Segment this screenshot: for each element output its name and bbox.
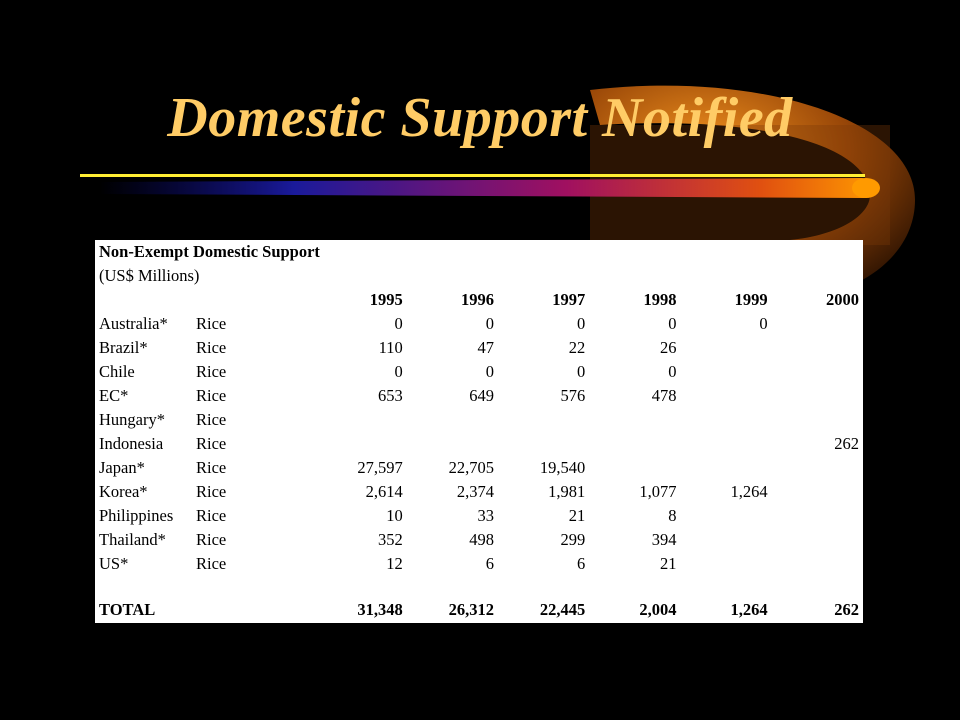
empty-cell [680,240,771,264]
value-cell: 22,705 [448,458,494,477]
value-cell [772,552,863,576]
total-value: 2,004 [639,600,677,619]
value-cell: 0 [394,362,403,381]
value-cell: 27,597 [357,458,403,477]
table-row [95,432,863,456]
value-cell: 33 [477,506,494,525]
table-row [95,336,863,360]
value-cell: 10 [386,506,403,525]
total-row [95,598,863,622]
country-cell: Brazil* [99,338,148,357]
value-cell: 478 [651,386,677,405]
value-cell: 110 [378,338,403,357]
value-cell: 0 [485,362,494,381]
total-value: 22,445 [539,600,586,619]
value-cell [772,480,863,504]
value-cell: 2,374 [456,482,494,501]
year-header: 1999 [734,290,768,309]
value-cell [772,504,863,528]
empty-cell [407,576,498,598]
table-row [95,504,863,528]
crop-cell: Rice [196,530,227,549]
table-heading: Non-Exempt Domestic Support [99,242,320,261]
table-row [95,312,863,336]
year-header: 1995 [369,290,403,309]
value-cell: 0 [759,314,768,333]
value-cell [680,360,771,384]
empty-cell [772,264,863,288]
empty-cell [95,288,196,312]
crop-cell: Rice [196,434,227,453]
table-subheading-row [95,264,863,288]
country-cell: EC* [99,386,129,405]
empty-cell [498,576,589,598]
table-row [95,480,863,504]
value-cell: 0 [485,314,494,333]
value-cell [316,432,407,456]
value-cell: 498 [469,530,494,549]
total-value: 26,312 [448,600,494,619]
value-cell [407,432,498,456]
value-cell: 6 [576,554,586,573]
value-cell [772,360,863,384]
value-cell: 0 [576,362,586,381]
total-label: TOTAL [99,600,156,619]
table-row [95,360,863,384]
value-cell: 12 [386,554,403,573]
value-cell [772,384,863,408]
value-cell: 22 [568,338,586,357]
value-cell: 649 [469,386,494,405]
crop-cell: Rice [196,458,227,477]
country-cell: US* [99,554,129,573]
value-cell [316,408,407,432]
value-cell [772,336,863,360]
value-cell: 2,614 [365,482,403,501]
empty-cell [196,598,315,622]
value-cell: 576 [560,386,586,405]
value-cell: 21 [568,506,586,525]
country-cell: Hungary* [99,410,165,429]
year-header: 1996 [460,290,494,309]
year-header: 1998 [643,290,677,309]
empty-cell [196,576,315,598]
empty-cell [407,240,498,264]
value-cell: 1,981 [548,482,586,501]
table-row [95,384,863,408]
table-row [95,456,863,480]
table-subheading: (US$ Millions) [99,266,200,285]
country-cell: Thailand* [99,530,166,549]
empty-cell [316,576,407,598]
value-cell [589,456,680,480]
value-cell: 1,264 [730,482,768,501]
empty-cell [680,264,771,288]
empty-cell [589,576,680,598]
value-cell: 653 [377,386,403,405]
value-cell: 0 [576,314,586,333]
country-cell: Philippines [99,506,174,525]
value-cell [680,408,771,432]
value-cell [680,384,771,408]
empty-cell [589,240,680,264]
value-cell [680,552,771,576]
value-cell: 394 [651,530,677,549]
table-heading-row [95,240,863,264]
support-table [95,240,863,623]
value-cell: 1,077 [639,482,677,501]
value-cell [680,456,771,480]
value-cell: 19,540 [539,458,586,477]
table-row [95,528,863,552]
value-cell [772,456,863,480]
value-cell: 262 [834,434,859,453]
value-cell: 26 [659,338,677,357]
value-cell [498,408,589,432]
crop-cell: Rice [196,482,227,501]
empty-cell [772,240,863,264]
country-cell: Japan* [99,458,145,477]
year-header: 2000 [826,290,859,309]
value-cell: 299 [560,530,586,549]
empty-cell [498,264,589,288]
total-value: 1,264 [730,600,768,619]
total-value: 31,348 [357,600,403,619]
country-cell: Australia* [99,314,168,333]
empty-cell [407,264,498,288]
country-cell: Chile [99,362,135,381]
empty-cell [95,576,196,598]
crop-cell: Rice [196,338,227,357]
value-cell [498,432,589,456]
value-cell: 6 [485,554,494,573]
value-cell [680,336,771,360]
empty-cell [772,576,863,598]
crop-cell: Rice [196,386,227,405]
table-row [95,552,863,576]
value-cell [772,408,863,432]
year-header: 1997 [552,290,586,309]
crop-cell: Rice [196,554,227,573]
empty-cell [498,240,589,264]
crop-cell: Rice [196,314,227,333]
value-cell [680,504,771,528]
empty-cell [589,264,680,288]
value-cell: 352 [377,530,403,549]
value-cell [772,312,863,336]
value-cell: 0 [668,314,677,333]
value-cell: 0 [394,314,403,333]
value-cell [772,528,863,552]
value-cell: 0 [668,362,677,381]
value-cell [680,528,771,552]
crop-cell: Rice [196,362,227,381]
table-row [95,408,863,432]
empty-cell [680,576,771,598]
value-cell [680,432,771,456]
value-cell [407,408,498,432]
value-cell: 8 [668,506,677,525]
value-cell: 21 [659,554,677,573]
country-cell: Korea* [99,482,148,501]
year-header-row [95,288,863,312]
value-cell [589,432,680,456]
crop-cell: Rice [196,506,227,525]
total-value: 262 [834,600,859,619]
spacer-row [95,576,863,598]
country-cell: Indonesia [99,434,164,453]
crop-cell: Rice [196,410,227,429]
empty-cell [196,288,315,312]
value-cell [589,408,680,432]
value-cell: 47 [477,338,494,357]
slide-title: Domestic Support Notified [167,87,793,149]
